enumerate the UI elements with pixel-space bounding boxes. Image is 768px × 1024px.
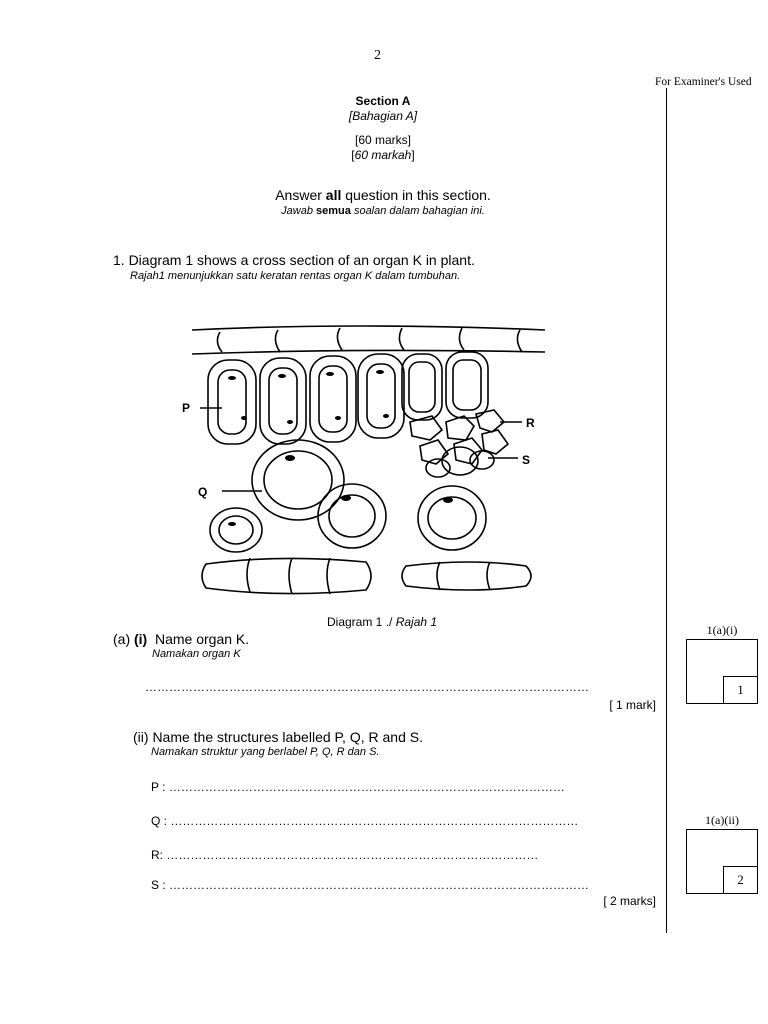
part-a-i-question-ms: Namakan organ K [152, 648, 241, 660]
score-box-label-a-ii: 1(a)(ii) [705, 813, 739, 827]
part-a-ii-question: (ii) Name the structures labelled P, Q, R and S. [133, 729, 423, 745]
leaf-cross-section-diagram [170, 318, 560, 603]
label-q: Q [198, 485, 208, 499]
answer-line-q[interactable]: ………………………………………………………………………………………… [170, 814, 579, 828]
answer-row-r: R: ………………………………………………………………………………… [151, 848, 539, 862]
score-box-a-ii-max: 2 [723, 866, 758, 894]
answer-line-a-i[interactable]: ………………………………………………………………………………………………… [145, 680, 589, 694]
score-box-label-a-i: 1(a)(i) [706, 623, 738, 637]
section-title: Section A [355, 94, 411, 108]
answer-row-q: Q : ………………………………………………………………………………………… [151, 814, 579, 828]
label-s: S [522, 453, 531, 467]
answer-line-r[interactable]: ………………………………………………………………………………… [166, 848, 539, 862]
marks-a-i: [ 1 mark] [609, 698, 656, 712]
section-marks: [60 marks] [354, 133, 411, 147]
question-stem: 1. Diagram 1 shows a cross section of an organ K in plant. [113, 252, 475, 268]
diagram-caption: Diagram 1 ./ Rajah 1 [327, 615, 438, 629]
answer-row-s: S : …………………………………………………………………………………………… [151, 878, 590, 892]
question-stem-ms: Rajah1 menunjukkan satu keratan rentas organ K dalam tumbuhan. [130, 270, 461, 282]
label-p: P [182, 401, 191, 415]
answer-line-s[interactable]: …………………………………………………………………………………………… [169, 878, 590, 892]
section-instruction: Answer all question in this section. Jawab semua soalan dalam bahagian ini. [275, 187, 491, 217]
label-r: R [526, 416, 535, 430]
examiner-label: For Examiner's Used [655, 76, 752, 88]
page-number: 2 [374, 48, 381, 63]
answer-row-p: P : ……………………………………………………………………………………… [151, 780, 565, 794]
section-title-ms: [Bahagian A] [348, 109, 418, 123]
section-marks-ms: [60 markah] [351, 148, 415, 162]
part-a-i-question: (a) (i) Name organ K. [113, 631, 250, 647]
score-box-a-i-max: 1 [723, 676, 758, 704]
marks-a-ii: [ 2 marks] [603, 894, 656, 908]
answer-line-p[interactable]: ……………………………………………………………………………………… [168, 780, 565, 794]
part-a-ii-question-ms: Namakan struktur yang berlabel P, Q, R dan S. [151, 746, 380, 758]
margin-rule [666, 88, 667, 933]
